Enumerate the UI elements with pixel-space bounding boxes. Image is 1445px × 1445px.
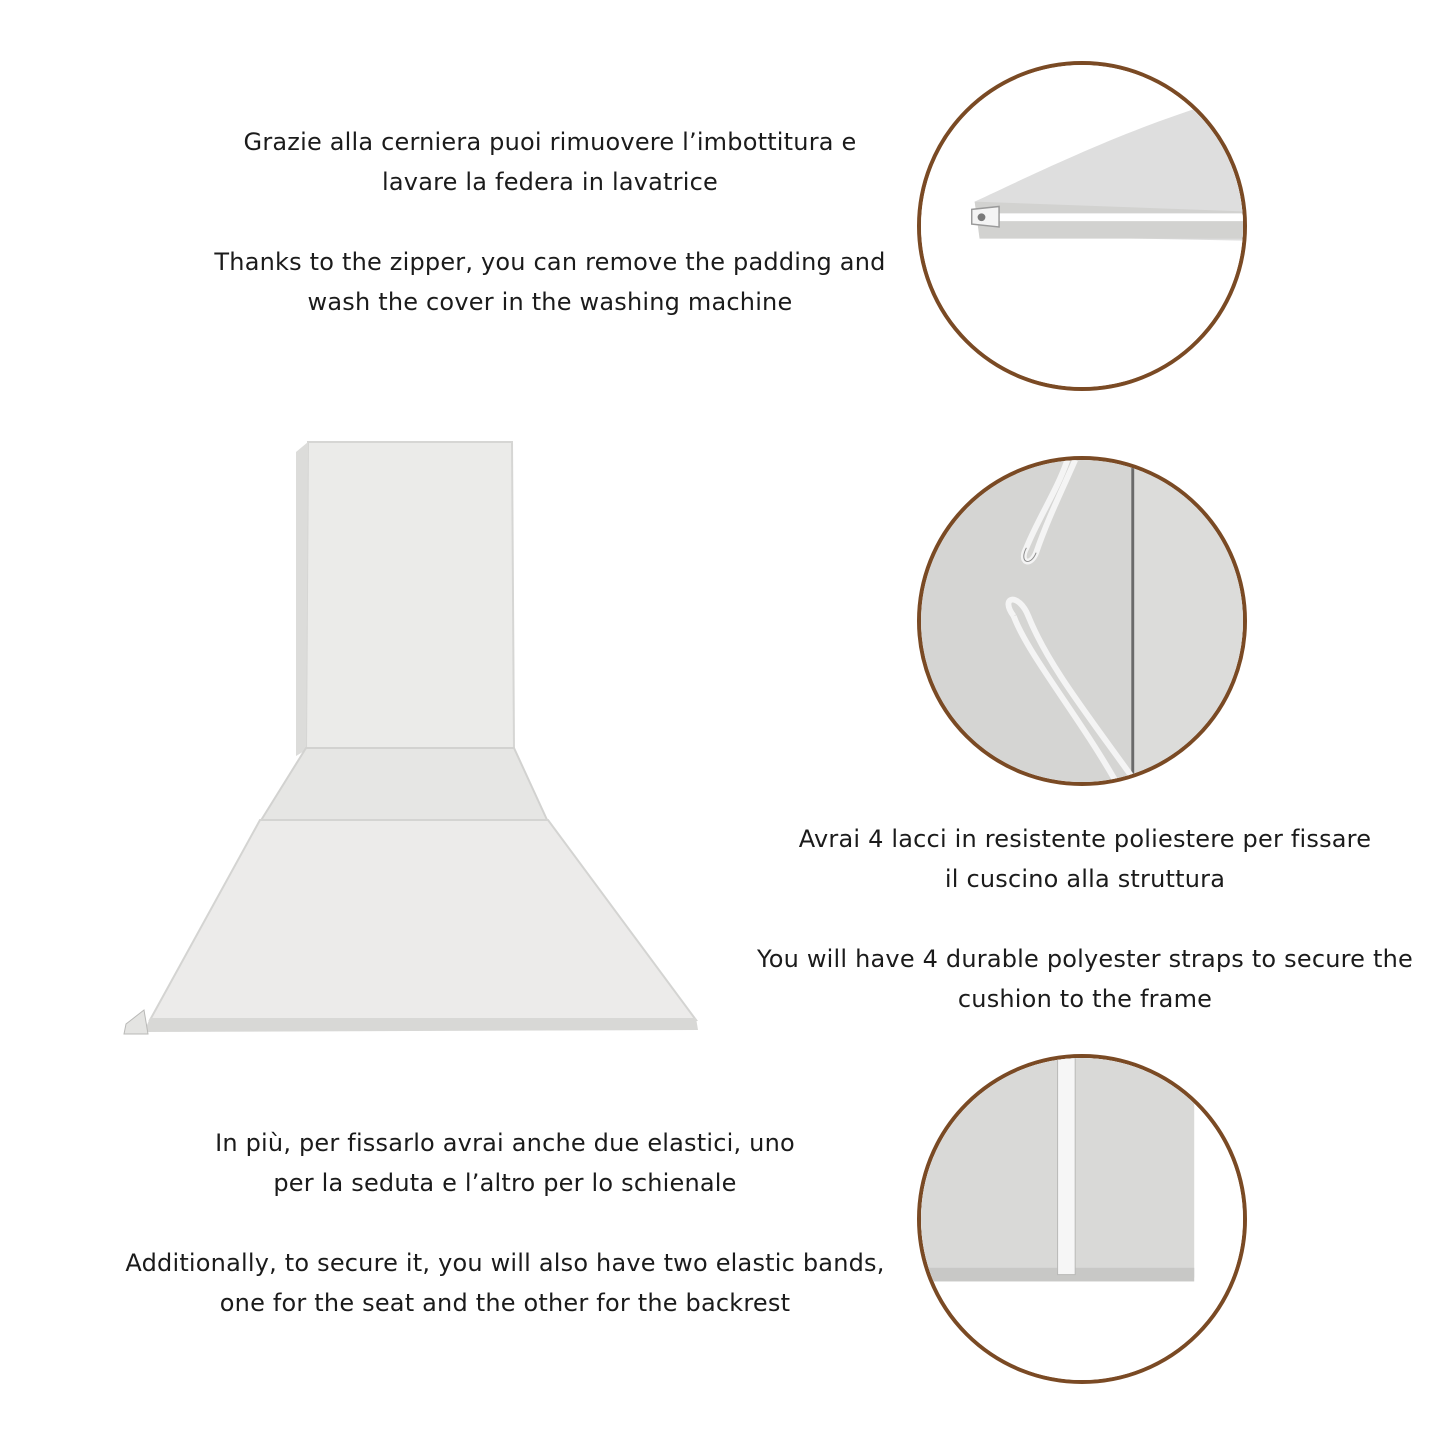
zipper-text-italian: Grazie alla cerniera puoi rimuovere l’imbottitura e lavare la federa in lavatrice — [243, 128, 857, 196]
straps-text-italian: Avrai 4 lacci in resistente poliestere per fissare il cuscino alla struttura — [798, 825, 1372, 893]
elastic-detail-image — [917, 1054, 1247, 1384]
straps-text-english: You will have 4 durable polyester straps to secure the cushion to the frame — [757, 945, 1413, 1013]
elastic-description — [105, 1123, 905, 1323]
elastic-text-italian: In più, per fissarlo avrai anche due elastici, uno per la seduta e l’altro per lo schienale — [215, 1129, 795, 1197]
lounger-cushion-image — [100, 430, 720, 1070]
elastic-text-english: Additionally, to secure it, you will also have two elastic bands, one for the seat and the other for the backrest — [125, 1249, 885, 1317]
zipper-description — [150, 122, 950, 322]
straps-description — [735, 819, 1435, 1019]
zipper-detail-image — [917, 61, 1247, 391]
straps-detail-image — [917, 456, 1247, 786]
zipper-text-english: Thanks to the zipper, you can remove the padding and wash the cover in the washing machine — [214, 248, 886, 316]
